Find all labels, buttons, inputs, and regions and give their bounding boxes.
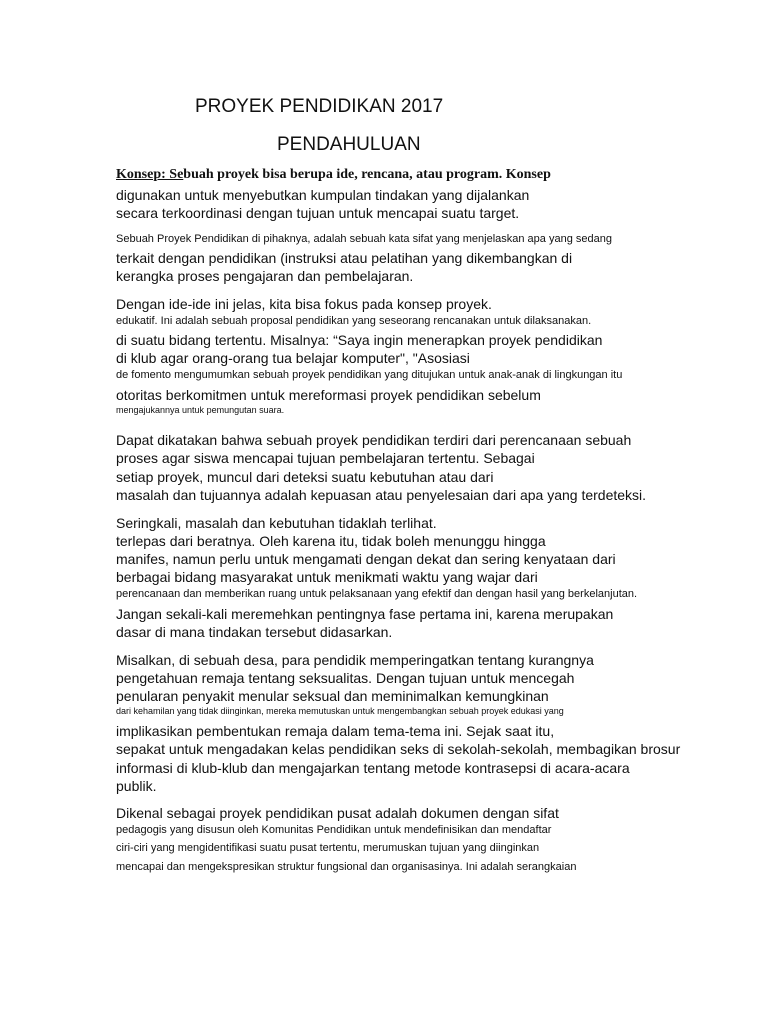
paragraph-line: otoritas berkomitmen untuk mereformasi proyek pendidikan sebelum	[116, 387, 541, 403]
paragraph-line: terkait dengan pendidikan (instruksi atau pelatihan yang dikembangkan di	[116, 250, 573, 266]
paragraph-line: mencapai dan mengekspresikan struktur fungsional dan organisasinya. Ini adalah serangkaian	[116, 861, 577, 873]
paragraph-line: di klub agar orang-orang tua belajar komputer", "Asosiasi	[116, 350, 470, 366]
paragraph-line: de fomento mengumumkan sebuah proyek pendidikan yang ditujukan untuk anak-anak di lingkungan itu	[116, 369, 623, 381]
paragraph-line: penularan penyakit menular seksual dan meminimalkan kemungkinan	[116, 688, 549, 704]
paragraph-line: Jangan sekali-kali meremehkan pentingnya fase pertama ini, karena merupakan	[116, 606, 614, 622]
paragraph-line: Sebuah Proyek Pendidikan di pihaknya, adalah sebuah kata sifat yang menjelaskan apa yang sedang	[116, 233, 612, 245]
line-text: buah proyek bisa berupa ide, rencana, atau program. Konsep	[183, 167, 551, 182]
paragraph-line: terlepas dari beratnya. Oleh karena itu, tidak boleh menunggu hingga	[116, 533, 546, 549]
paragraph-line	[116, 168, 551, 182]
paragraph-line: secara terkoordinasi dengan tujuan untuk mencapai suatu target.	[116, 205, 520, 221]
paragraph-line: pedagogis yang disusun oleh Komunitas Pendidikan untuk mendefinisikan dan mendaftar	[116, 824, 552, 836]
paragraph-line: Dikenal sebagai proyek pendidikan pusat adalah dokumen dengan sifat	[116, 805, 559, 821]
paragraph-line: Misalkan, di sebuah desa, para pendidik memperingatkan tentang kurangnya	[116, 652, 594, 668]
paragraph-line: digunakan untuk menyebutkan kumpulan tindakan yang dijalankan	[116, 187, 530, 203]
paragraph-line: proses agar siswa mencapai tujuan pembelajaran tertentu. Sebagai	[116, 450, 535, 466]
paragraph-line: di suatu bidang tertentu. Misalnya: “Saya ingin menerapkan proyek pendidikan	[116, 332, 603, 348]
paragraph-line: masalah dan tujuannya adalah kepuasan atau penyelesaian dari apa yang terdeteksi.	[116, 487, 647, 503]
paragraph-line: Seringkali, masalah dan kebutuhan tidaklah terlihat.	[116, 515, 437, 531]
paragraph-line: kerangka proses pengajaran dan pembelajaran.	[116, 268, 414, 284]
paragraph-line: dasar di mana tindakan tersebut didasarkan.	[116, 624, 393, 640]
paragraph-line: sepakat untuk mengadakan kelas pendidikan seks di sekolah-sekolah, membagikan brosur	[116, 741, 681, 757]
paragraph-line: manifes, namun perlu untuk mengamati dengan dekat dan sering kenyataan dari	[116, 551, 616, 567]
paragraph-line: publik.	[116, 778, 157, 794]
paragraph-line: informasi di klub-klub dan mengajarkan tentang metode kontrasepsi di acara-acara	[116, 760, 630, 776]
paragraph-line: pengetahuan remaja tentang seksualitas. Dengan tujuan untuk mencegah	[116, 670, 575, 686]
paragraph-line: berbagai bidang masyarakat untuk menikmati waktu yang wajar dari	[116, 569, 538, 585]
paragraph-line: Dengan ide-ide ini jelas, kita bisa fokus pada konsep proyek.	[116, 296, 492, 312]
paragraph-line: setiap proyek, muncul dari deteksi suatu kebutuhan atau dari	[116, 469, 494, 485]
paragraph-line: dari kehamilan yang tidak diinginkan, mereka memutuskan untuk mengembangkan sebuah proyek edukasi yang	[116, 706, 564, 716]
document-title: PROYEK PENDIDIKAN 2017	[195, 96, 444, 117]
paragraph-line: implikasikan pembentukan remaja dalam tema-tema ini. Sejak saat itu,	[116, 723, 555, 739]
paragraph-line: edukatif. Ini adalah sebuah proposal pendidikan yang seseorang rencanakan untuk dilaksanakan.	[116, 315, 592, 327]
underlined-term: Konsep: Se	[116, 167, 184, 182]
section-heading: PENDAHULUAN	[277, 134, 421, 155]
paragraph-line: Dapat dikatakan bahwa sebuah proyek pendidikan terdiri dari perencanaan sebuah	[116, 432, 632, 448]
paragraph-line: mengajukannya untuk pemungutan suara.	[116, 405, 285, 415]
paragraph-line: perencanaan dan memberikan ruang untuk pelaksanaan yang efektif dan dengan hasil yang berkelanjutan.	[116, 588, 638, 600]
paragraph-line: ciri-ciri yang mengidentifikasi suatu pusat tertentu, merumuskan tujuan yang diinginkan	[116, 842, 540, 854]
